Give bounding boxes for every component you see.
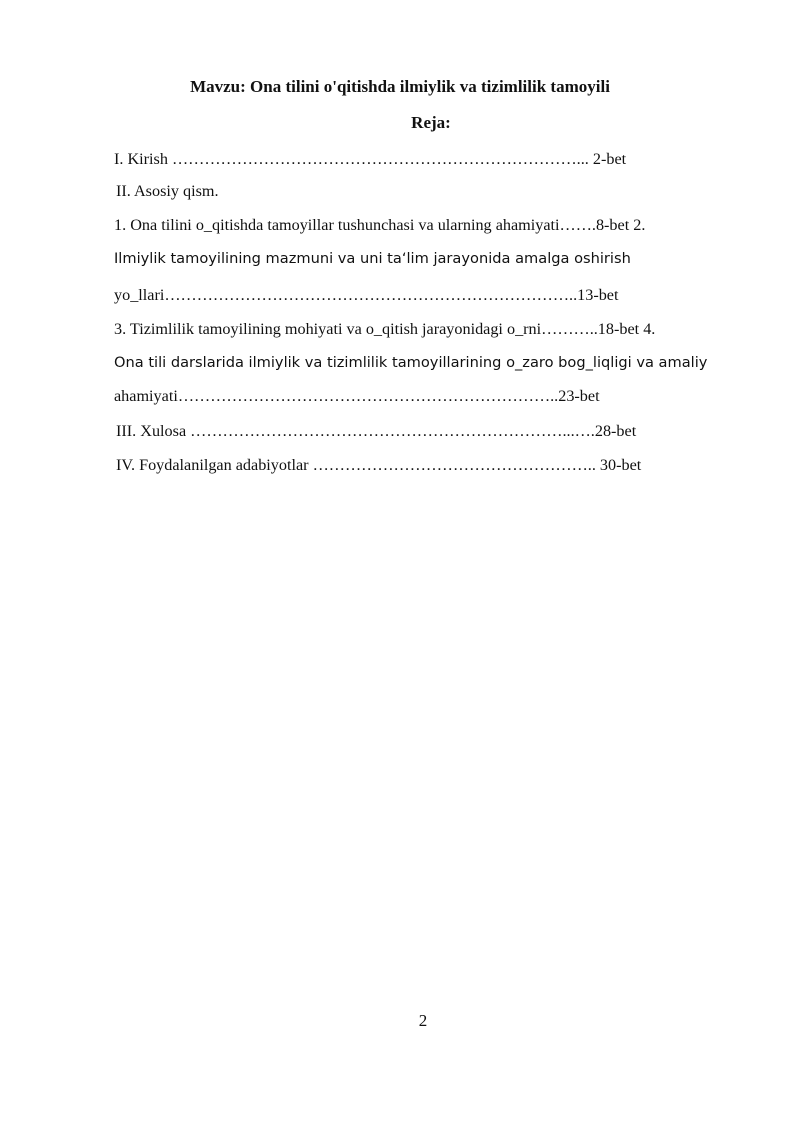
toc-entry-conclusion: III. Xulosa ……………………………………………………………...….28-bet [116, 422, 637, 440]
toc-entry-item4-start: Ona tili darslarida ilmiylik va tizimlilik tamoyillarining o_zaro bog_liqligi va amaliy [114, 354, 708, 371]
document-title: Mavzu: Ona tilini o'qitishda ilmiylik va tizimlilik tamoyili [190, 77, 610, 96]
toc-entry-main-part: II. Asosiy qism. [116, 182, 219, 200]
toc-entry-item3: 3. Tizimlilik tamoyilining mohiyati va o_qitish jarayonidagi o_rni………..18-bet 4. [114, 320, 656, 338]
toc-entry-item4-end: ahamiyati……………………………………………………………..23-bet [114, 387, 600, 405]
plan-heading: Reja: [411, 113, 451, 132]
toc-entry-item1: 1. Ona tilini o_qitishda tamoyillar tushunchasi va ularning ahamiyati…….8-bet 2. [114, 216, 646, 234]
toc-entry-references: IV. Foydalanilgan adabiyotlar …………………………………………….. 30-bet [116, 456, 642, 474]
toc-entry-item2-start: Ilmiylik tamoyilining mazmuni va uni ta‘lim jarayonida amalga oshirish [114, 250, 631, 267]
toc-entry-intro: I. Kirish …………………………………………………………………... 2-bet [114, 150, 627, 168]
toc-entry-item2-end: yo_llari…………………………………………………………………..13-bet [114, 286, 619, 304]
page-number: 2 [418, 1011, 428, 1030]
